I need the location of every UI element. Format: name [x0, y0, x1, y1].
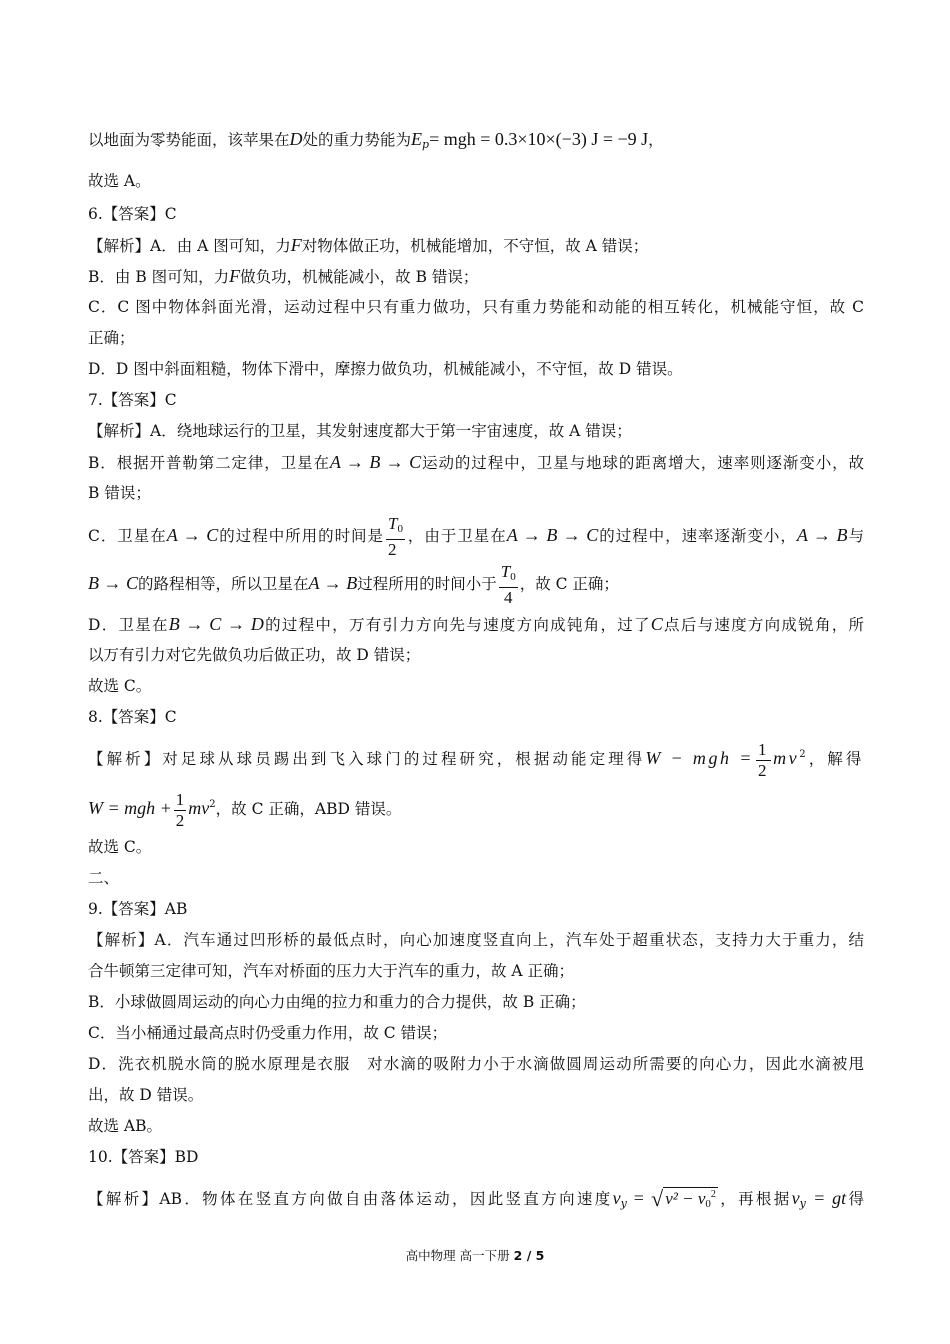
- fraction-t0-over-2: $\frac{T_0}{2}$: [387, 514, 403, 559]
- text-line: 【解析】A．绕地球运行的卫星，其发射速度都大于第一宇宙速度，故 A 错误；: [88, 422, 632, 440]
- text-line: 以万有引力对它先做负功后做正功，故 D 错误；: [88, 646, 421, 664]
- text-line: 【解析】对足球从球员踢出到飞入球门的过程研究，根据动能定理得W − mgh = $\frac{1}{2}$ $mv^2$，解得: [88, 739, 864, 780]
- energy-equation: = mgh = 0.3×10×(−3) J = −9 J: [429, 129, 649, 149]
- text-line: 正确；: [88, 329, 135, 347]
- text-line: 故选 A。: [88, 172, 151, 190]
- text-line: B 错误；: [88, 484, 151, 502]
- text-line: C．C 图中物体斜面光滑，运动过程中只有重力做功，只有重力势能和动能的相互转化，机械能守恒，故 C: [88, 298, 864, 316]
- text-line: D．洗衣机脱水筒的脱水原理是衣服 对水滴的吸附力小于水滴做圆周运动所需要的向心力，因此水滴被甩: [88, 1055, 864, 1073]
- math-var: D: [289, 129, 303, 149]
- text-line: W = mgh + $\frac{1}{2}$ $mv^2$，故 C 正确，ABD 错误。: [88, 789, 402, 830]
- text-line: 【解析】A．汽车通过凹形桥的最低点时，向心加速度竖直向上，汽车处于超重状态，支持力大于重力，结: [88, 931, 864, 949]
- text-line: C．卫星在A → C的过程中所用的时间是 $\frac{T_0}{2}$ ，由于卫星在A → B → C的过程中，速率逐渐变小，A → B与: [88, 514, 864, 559]
- text-line: B．由 B 图可知，力F做负功，机械能减小，故 B 错误；: [88, 266, 479, 286]
- text-line: 合牛顿第三定律可知，汽车对桥面的压力大于汽车的重力，故 A 正确；: [88, 962, 575, 980]
- answer-heading: 8.【答案】C: [88, 708, 177, 726]
- text-line: 【解析】A．由 A 图可知，力F对物体做正功，机械能增加，不守恒，故 A 错误；: [88, 235, 649, 255]
- math-var: E: [411, 129, 423, 149]
- text-line: D．D 图中斜面粗糙，物体下滑中，摩擦力做负功，机械能减小，不守恒，故 D 错误。: [88, 360, 683, 378]
- text-line: 故选 AB。: [88, 1117, 163, 1135]
- fraction-one-half: $\frac{1}{2}$: [757, 739, 770, 780]
- answer-heading: 9.【答案】AB: [88, 900, 188, 918]
- answer-heading: 10.【答案】BD: [88, 1148, 199, 1166]
- text-line: C．当小桶通过最高点时仍受重力作用，故 C 错误；: [88, 1024, 448, 1042]
- footer-subject: 高中物理 高一下册: [405, 1248, 510, 1263]
- text-line: 故选 C。: [88, 677, 152, 695]
- text-line: D．卫星在B → C → D的过程中，万有引力方向先与速度方向成钝角，过了C点后与速度方向成锐角，所: [88, 614, 864, 634]
- text-line: 以地面为零势能面，该苹果在D处的重力势能为$E_p=$ mgh = 0.3×10×(−3) J = −9 J，: [88, 129, 664, 151]
- text-line: 出，故 D 错误。: [88, 1086, 204, 1104]
- text-line: 故选 C。: [88, 838, 152, 856]
- answer-heading: 6.【答案】C: [88, 205, 177, 223]
- text-line: B → C的路程相等，所以卫星在A → B过程所用的时间小于 $\frac{T_0}{4}$ ，故 C 正确；: [88, 562, 619, 607]
- fraction-t0-over-4: $\frac{T_0}{4}$: [500, 562, 516, 607]
- text-line: B．小球做圆周运动的向心力由绳的拉力和重力的合力提供，故 B 正确；: [88, 993, 586, 1011]
- page-footer: [0, 1246, 950, 1264]
- section-heading: 二、: [88, 869, 120, 887]
- answer-heading: 7.【答案】C: [88, 391, 177, 409]
- text-line: 【解析】AB．物体在竖直方向做自由落体运动，因此竖直方向速度$v_y$ = √ $v^2 - v_0^2$ ，再根据$v_y$ = gt得: [88, 1178, 864, 1221]
- text-line: B．根据开普勒第二定律，卫星在A → B → C运动的过程中，卫星与地球的距离增大，速率则逐渐变小，故: [88, 452, 864, 472]
- sqrt-expression: √ $v^2 - v_0^2$: [651, 1186, 716, 1211]
- page-number: 2 / 5: [513, 1248, 545, 1263]
- fraction-one-half: $\frac{1}{2}$: [175, 789, 185, 830]
